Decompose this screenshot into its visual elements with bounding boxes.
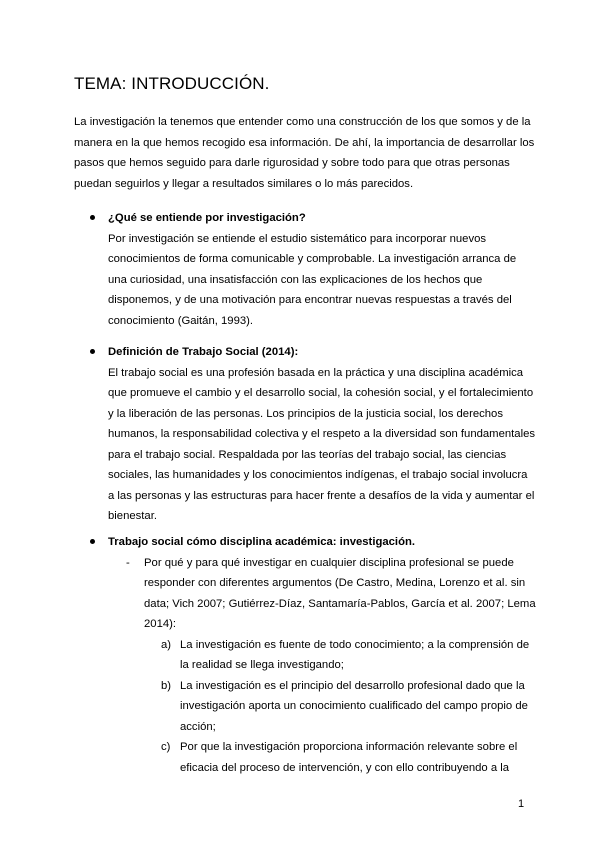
page-title: TEMA: INTRODUCCIÓN. — [74, 74, 270, 93]
section-heading: Trabajo social cómo disciplina académica: investigación. — [108, 536, 416, 548]
bullet-item — [74, 532, 536, 553]
list-item-marker: b) — [161, 679, 172, 692]
intro-paragraph: La investigación la tenemos que entender como una construcción de los que somos y de la manera en la que hemos recogido esa información. De ahí, la importancia de desarrollar los pasos que hemos seguido para darle rigurosidad y sobre todo para que otras personas puedan seguirlos y llegar a resultados similares o lo más parecidos. — [74, 116, 535, 190]
bullet-dot-icon — [90, 539, 95, 544]
section-definicion-trabajo-social — [74, 342, 536, 527]
section-investigacion — [74, 208, 536, 331]
page-number: 1 — [518, 798, 525, 810]
dash-marker: - — [126, 556, 130, 569]
bullet-dot-icon — [90, 215, 95, 220]
list-item-text: La investigación es el principio del desarrollo profesional dado que la investigación aporta un conocimiento cualificado del campo propio de acción; — [180, 679, 528, 733]
section-body: El trabajo social es una profesión basada en la práctica y una disciplina académica que promueve el cambio y el desarrollo social, la cohesión social, y el fortalecimiento y la liberación de las personas. Los principios de la justicia social, los derechos humanos, la responsabilidad colectiva y el respeto a la diversidad son fundamentales para el trabajo social. Respaldada por las teorías del trabajo social, las ciencias sociales, las humanidades y los conocimientos indígenas, el trabajo social involucra a las personas y las estructuras para hacer frente a desafíos de la vida y aumentar el bienestar. — [108, 366, 536, 522]
list-item — [74, 676, 536, 738]
bullet-item — [74, 342, 536, 527]
list-item-text: La investigación es fuente de todo conocimiento; a la comprensión de la realidad se llega investigando; — [180, 638, 530, 671]
list-item — [74, 635, 536, 676]
section-body: Por investigación se entiende el estudio sistemático para incorporar nuevos conocimientos de forma comunicable y comprobable. La investigación arranca de una curiosidad, una insatisfacción con las explicaciones de los hechos que disponemos, y de una motivación para encontrar nuevas respuestas a través del conocimiento (Gaitán, 1993). — [108, 232, 517, 327]
list-item-text: Por que la investigación proporciona información relevante sobre el eficacia del proceso de intervención, y con ello contribuyendo a la — [180, 741, 518, 774]
list-item-marker: a) — [161, 638, 172, 651]
section-heading: Definición de Trabajo Social (2014): — [108, 346, 299, 358]
list-item-marker: c) — [161, 741, 171, 753]
bullet-item — [74, 208, 536, 331]
dash-item-text: Por qué y para qué investigar en cualquier disciplina profesional se puede responder con diferentes argumentos (De Castro, Medina, Lorenzo et al. sin data; Vich 2007; Gutiérrez-Díaz, Santamaría-Pablos, García et al. 2007; Lema 2014): — [144, 556, 536, 630]
section-heading: ¿Qué se entiende por investigación? — [108, 212, 306, 224]
section-disciplina-academica — [74, 532, 536, 778]
dash-item — [74, 553, 536, 635]
bullet-dot-icon — [90, 349, 95, 354]
list-item — [74, 737, 536, 778]
